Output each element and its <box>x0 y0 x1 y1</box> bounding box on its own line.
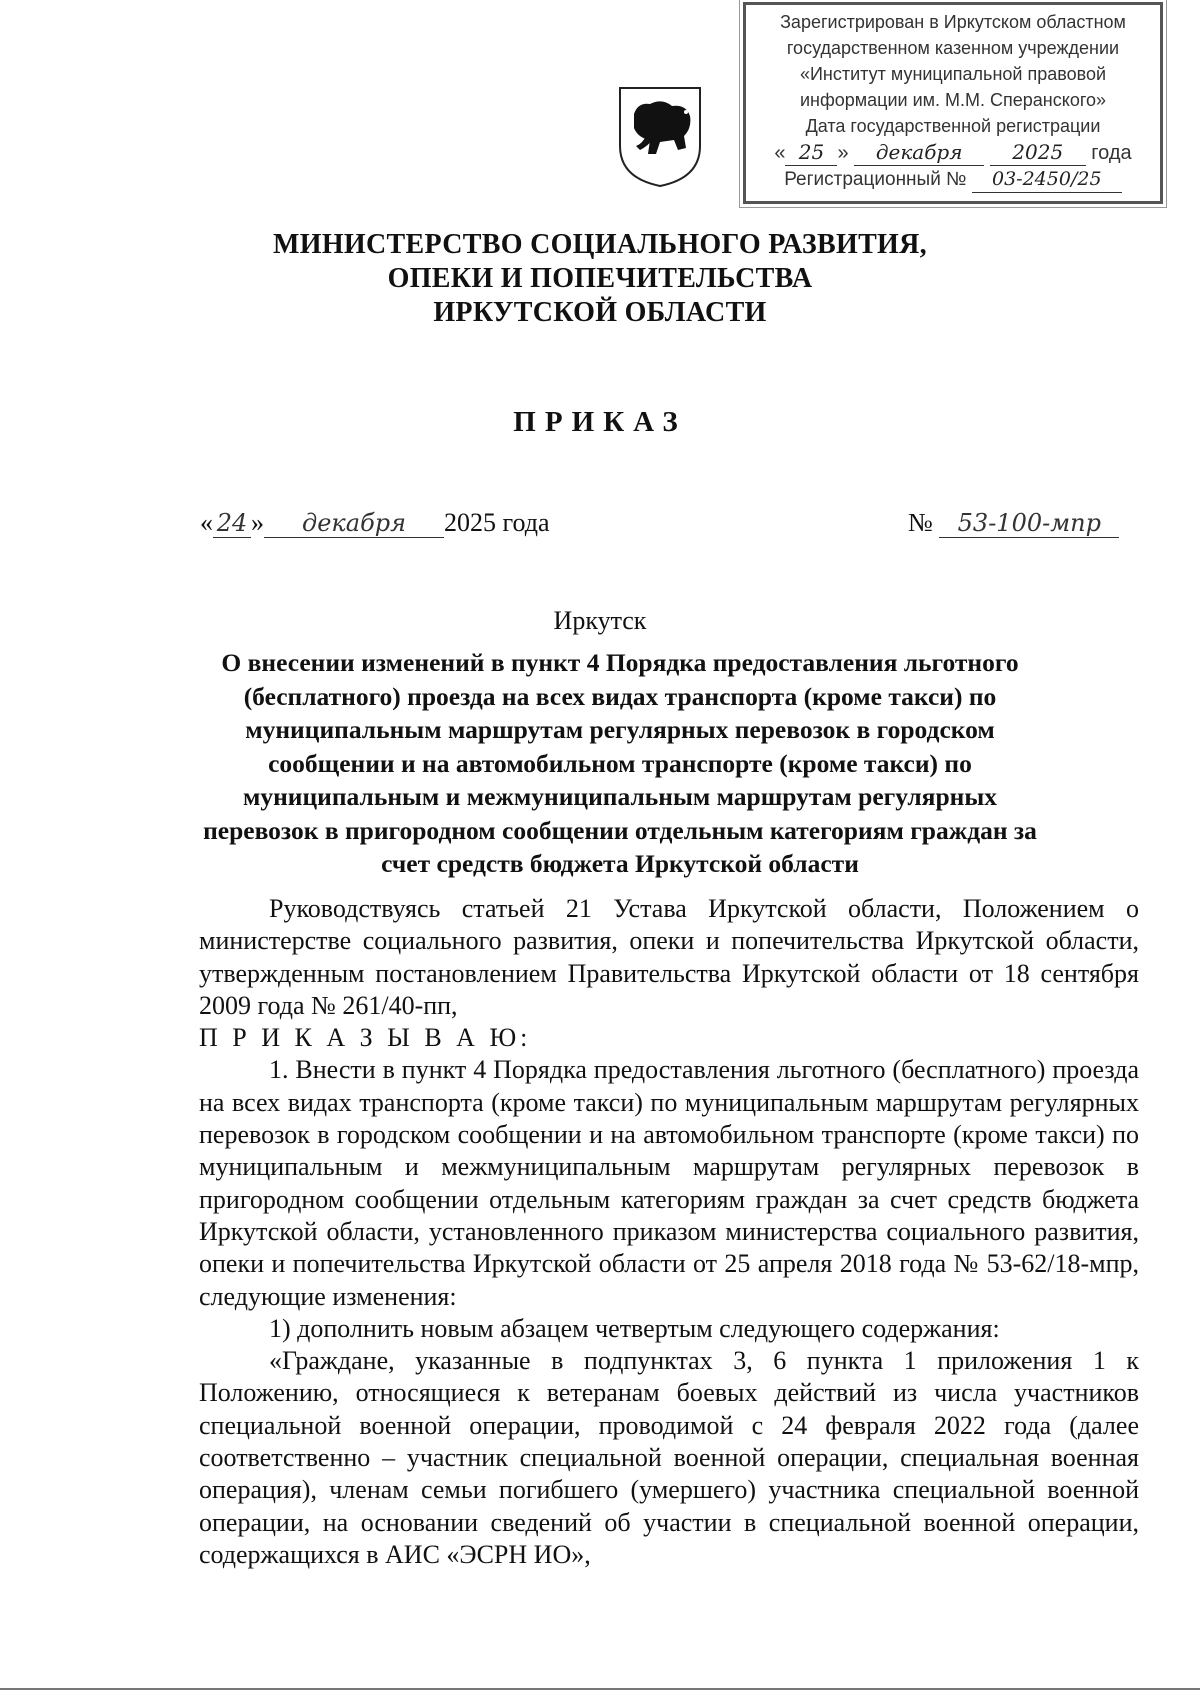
stamp-line: информации им. М.М. Сперанского» <box>799 90 1107 110</box>
body-paragraph: «Граждане, указанные в подпунктах 3, 6 пункта 1 приложения 1 к Положению, относящиеся к ветеранам боевых действий из числа участников специальной военной операции, проводимой с 24 февраля 2022 года (далее соответственно – участник специальной военной операции, специальная военная операция), членам семьи погибшего (умершего) участника специальной военной операции, на основании сведений об участии в специальной военной операции, содержащихся в АИС «ЭСРН ИО», <box>199 1346 1139 1569</box>
order-number <box>908 508 1119 538</box>
stamp-date-row <box>746 139 1160 166</box>
date-month: декабря <box>264 509 444 538</box>
number-label: № <box>908 508 933 537</box>
order-heading: О внесении изменений в пункт 4 Порядка предоставления льготного (бесплатного) проезда на всех видах транспорта (кроме такси) по муниципальным маршрутам регулярных перевозок в городском сообщении и на автомобильном транспорте (кроме такси) по муниципальным и межмуниципальным маршрутам регулярных перевозок в пригородном сообщении отдельным категориям граждан за счет средств бюджета Иркутской области <box>203 648 1037 878</box>
stamp-line: государственном казенном учреждении <box>786 38 1120 58</box>
stamp-reg-number: 03-2450/25 <box>972 166 1122 193</box>
irkutsk-coat-of-arms-icon <box>616 84 704 188</box>
date-open-quote: « <box>200 508 213 537</box>
body-paragraph: 1) дополнить новым абзацем четвертым следующего содержания: <box>269 1313 1000 1343</box>
stamp-date-day: 25 <box>785 139 837 166</box>
stamp-line: Зарегистрирован в Иркутском областном <box>780 12 1126 32</box>
order-title: ПРИКАЗ <box>513 406 687 438</box>
date-close-quote: » <box>251 508 264 537</box>
stamp-line: Дата государственной регистрации <box>805 116 1101 136</box>
ministry-line: ИРКУТСКОЙ ОБЛАСТИ <box>433 297 767 328</box>
number-value: 53-100-мпр <box>939 509 1119 538</box>
registration-stamp <box>743 2 1163 204</box>
stamp-date-open: « <box>774 142 786 164</box>
city: Иркутск <box>553 606 647 635</box>
ministry-line: ОПЕКИ И ПОПЕЧИТЕЛЬСТВА <box>387 263 813 294</box>
stamp-date-suffix: года <box>1091 142 1132 164</box>
page-bottom-rule <box>0 1688 1200 1690</box>
stamp-reg-label: Регистрационный № <box>784 169 967 190</box>
order-body <box>199 893 1139 1571</box>
stamp-date-month: декабря <box>854 139 984 166</box>
stamp-reg-row <box>746 166 1160 193</box>
date-year: 2025 года <box>444 508 550 537</box>
stamp-line: «Институт муниципальной правовой <box>799 64 1107 84</box>
ministry-line: МИНИСТЕРСТВО СОЦИАЛЬНОГО РАЗВИТИЯ, <box>273 229 927 260</box>
order-directive: П Р И К А З Ы В А Ю: <box>199 1023 532 1053</box>
body-paragraph: Руководствуясь статьей 21 Устава Иркутской области, Положением о министерстве социального развития, опеки и попечительства Иркутской области, утвержденным постановлением Правительства Иркутской области от 18 сентября 2009 года № 261/40-пп, <box>199 894 1139 1020</box>
ministry-name <box>0 228 1200 330</box>
order-date <box>200 508 550 538</box>
stamp-date-year: 2025 <box>990 139 1086 166</box>
stamp-date-close: » <box>837 142 849 164</box>
date-day: 24 <box>213 509 251 538</box>
body-paragraph: 1. Внести в пункт 4 Порядка предоставления льготного (бесплатного) проезда на всех видах транспорта (кроме такси) по муниципальным маршрутам регулярных перевозок в городском сообщении и на автомобильном транспорте (кроме такси) по муниципальным и межмуниципальным маршрутам регулярных перевозок в пригородном сообщении отдельным категориям граждан за счет средств бюджета Иркутской области, установленного приказом министерства социального развития, опеки и попечительства Иркутской области от 25 апреля 2018 года № 53-62/18-мпр, следующие изменения: <box>199 1055 1139 1311</box>
